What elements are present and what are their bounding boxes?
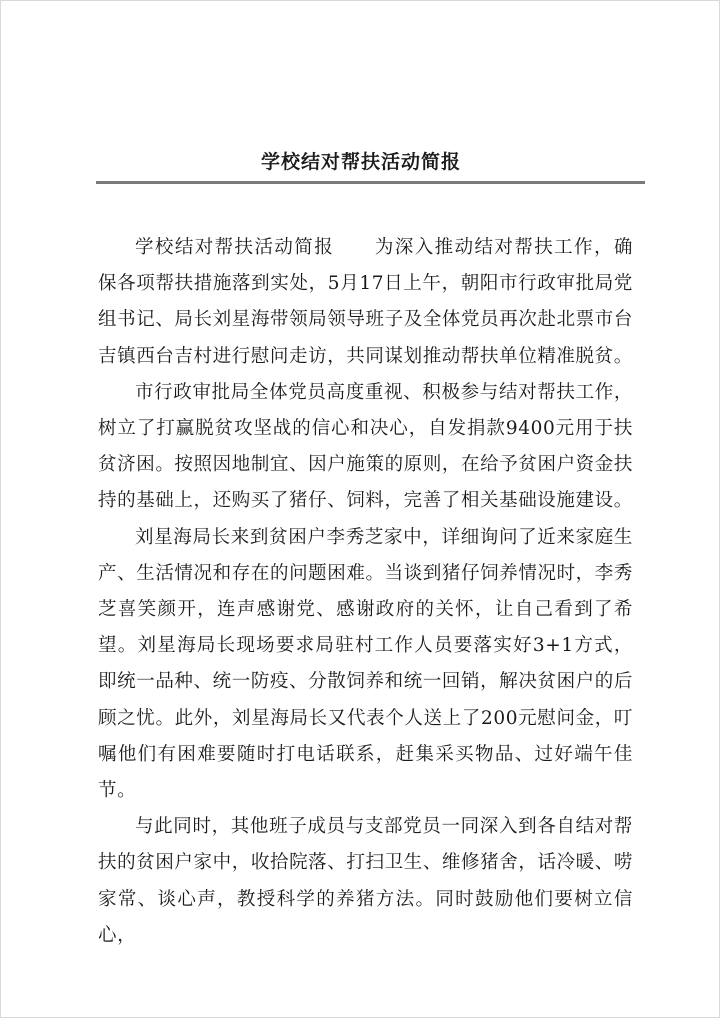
paragraph-1-text: 为深入推动结对帮扶工作，确保各项帮扶措施落到实处，5月17日上午，朝阳市行政审批局党组书记、局长刘星海带领局领导班子及全体党员再次赴北票市台吉镇西台吉村进行慰问走访，共同谋划推动帮扶单位精准脱贫。: [98, 237, 633, 367]
document-body: [98, 230, 633, 954]
paragraph-4: 与此同时，其他班子成员与支部党员一同深入到各自结对帮扶的贫困户家中，收拾院落、打扫卫生、维修猪舍，话冷暖、唠家常、谈心声，教授科学的养猪方法。同时鼓励他们要树立信心，: [98, 816, 633, 946]
title-underline-divider: [96, 181, 645, 184]
paragraph-1: [98, 230, 633, 375]
paragraph-3: 刘星海局长来到贫困户李秀芝家中，详细询问了近来家庭生产、生活情况和存在的问题困难。当谈到猪仔饲养情况时，李秀芝喜笑颜开，连声感谢党、感谢政府的关怀，让自己看到了希望。刘星海局长现场要求局驻村工作人员要落实好3+1方式，即统一品种、统一防疫、分散饲养和统一回销，解决贫困户的后顾之忧。此外，刘星海局长又代表个人送上了200元慰问金，叮嘱他们有困难要随时打电话联系，赶集采买物品、过好端午佳节。: [98, 526, 633, 802]
paragraph-2: 市行政审批局全体党员高度重视、积极参与结对帮扶工作，树立了打赢脱贫攻坚战的信心和决心，自发捐款9400元用于扶贫济困。按照因地制宜、因户施策的原则，在给予贫困户资金扶持的基础上，还购买了猪仔、饲料，完善了相关基础设施建设。: [98, 381, 633, 512]
document-title: 学校结对帮扶活动简报: [260, 151, 461, 173]
paragraph-1-lead: 学校结对帮扶活动简报: [135, 237, 335, 258]
